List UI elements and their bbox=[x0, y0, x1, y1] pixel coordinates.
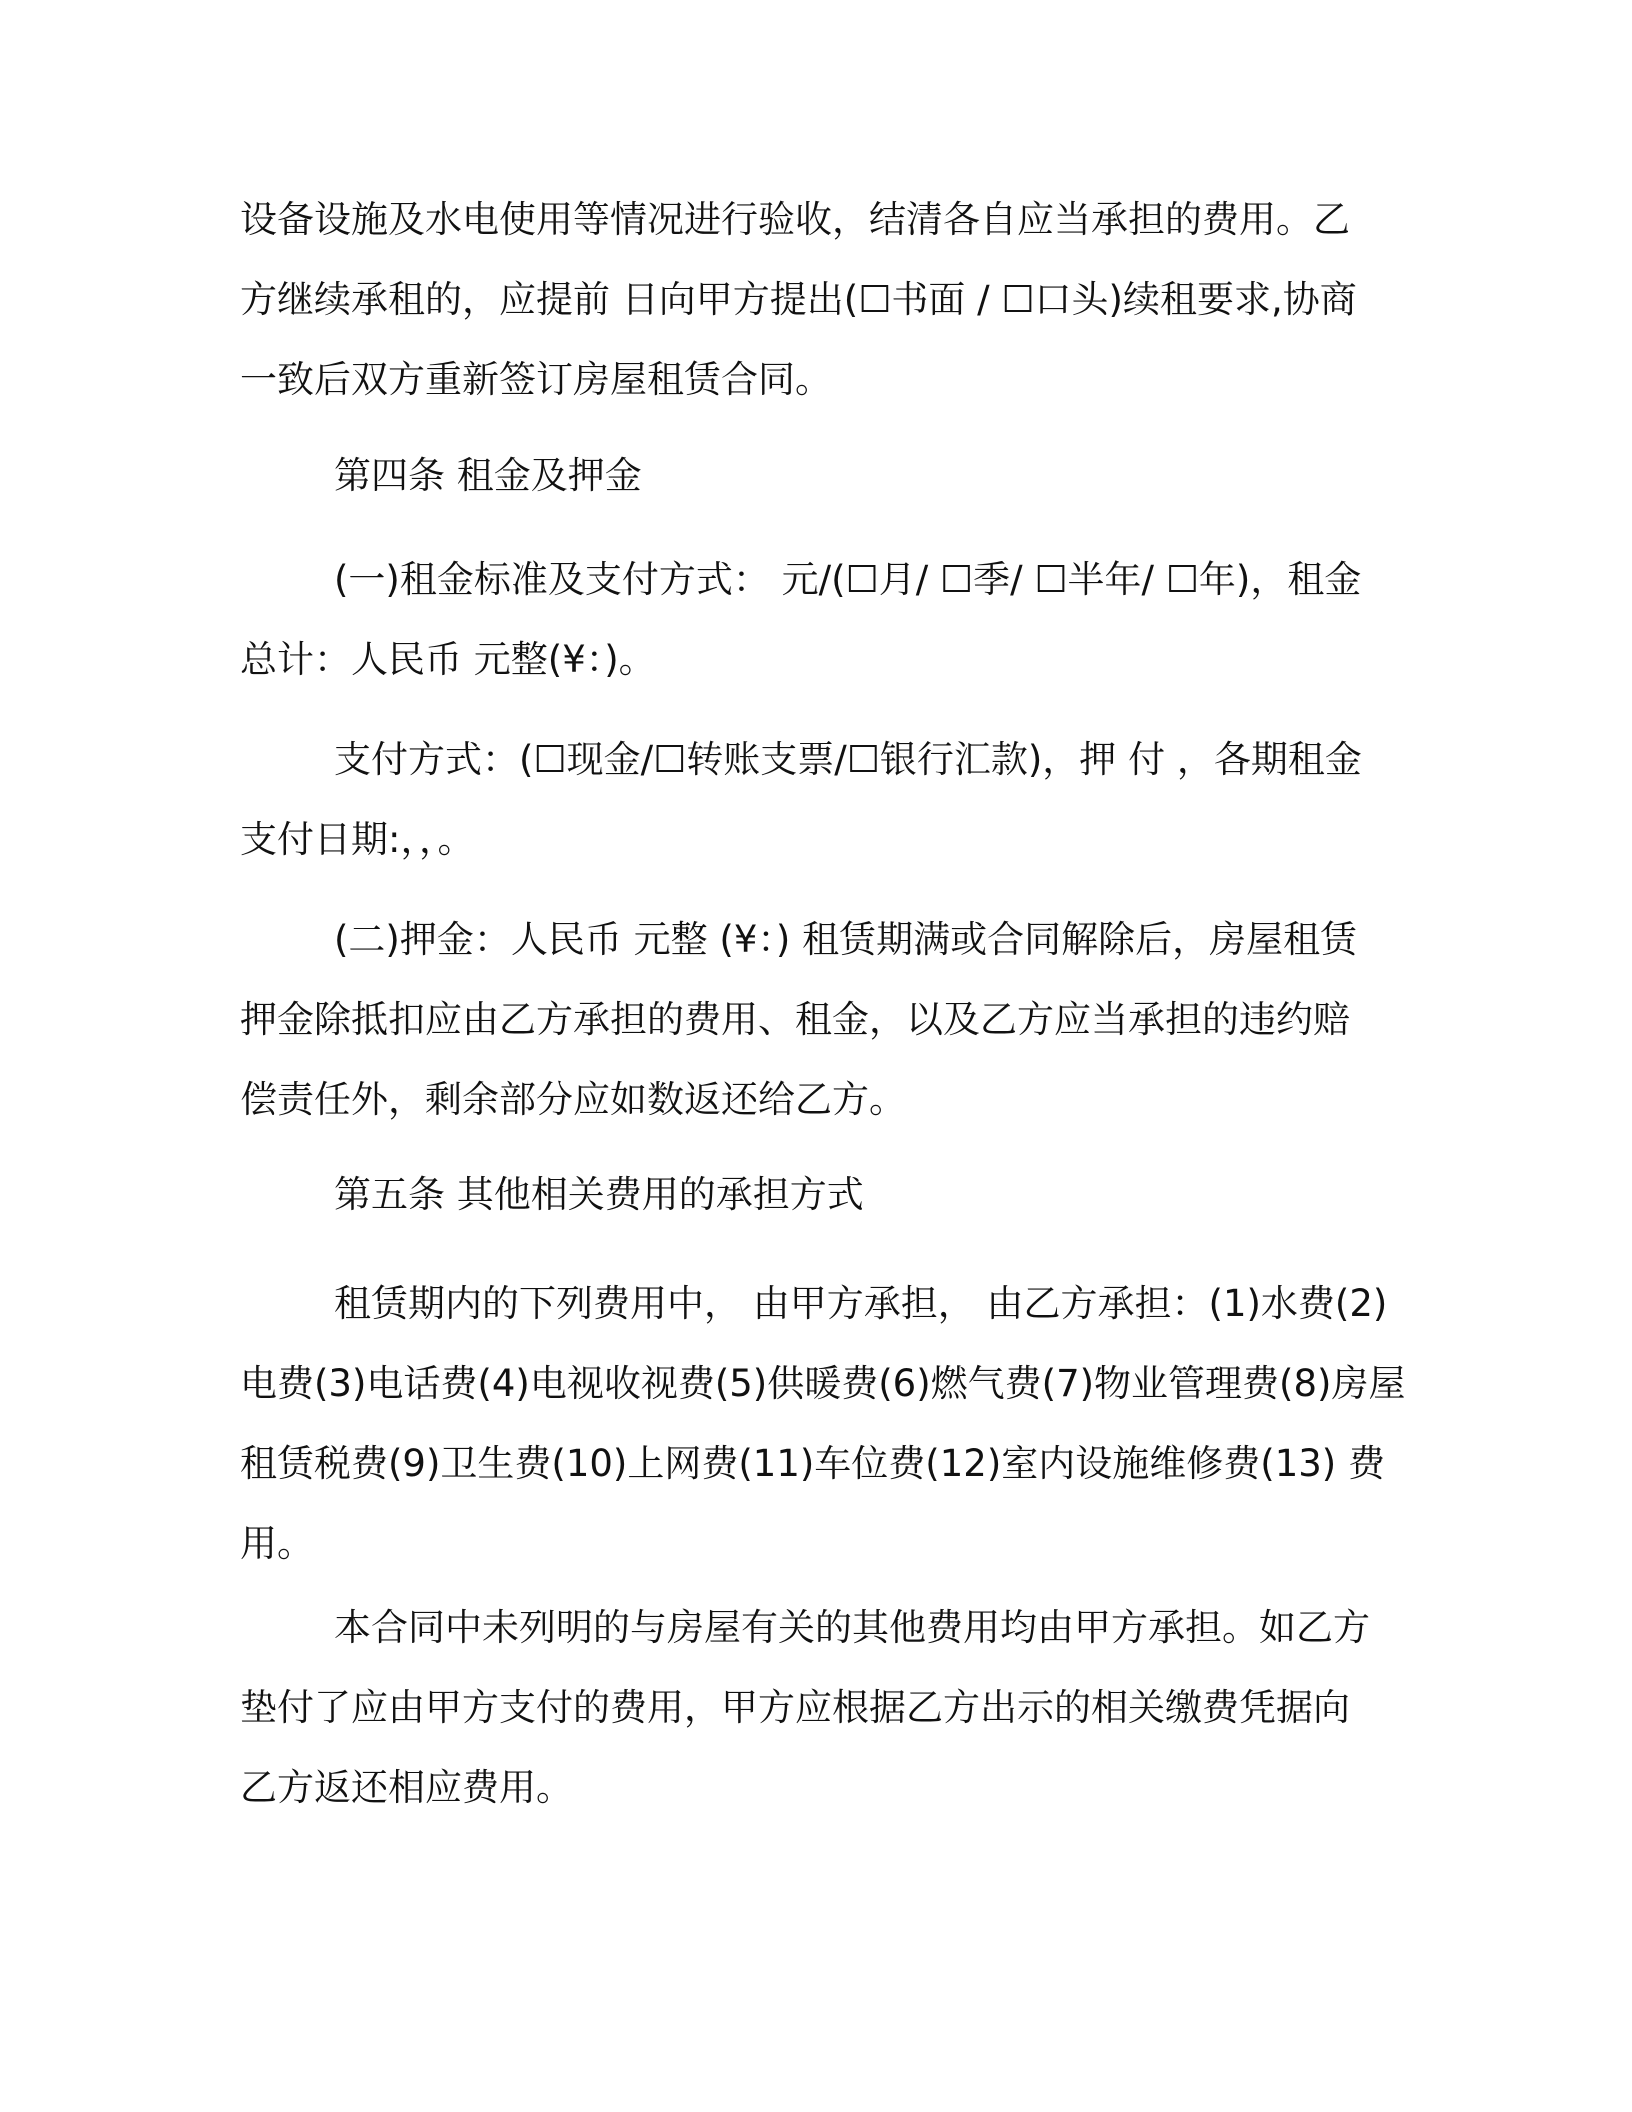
text-line: 偿责任外，剩余部分应如数返还给乙方。 bbox=[240, 1078, 906, 1121]
text-line: 租赁税费(9)卫生费(10)上网费(11)车位费(12)室内设施维修费(13) 费 bbox=[240, 1442, 1385, 1485]
text-line: 支付日期:，，。 bbox=[240, 818, 475, 861]
paragraph-deposit bbox=[240, 900, 1380, 1140]
paragraph-fees-list bbox=[240, 1264, 1406, 1584]
text-line: 本合同中未列明的与房屋有关的其他费用均由甲方承担。如乙方 bbox=[334, 1606, 1370, 1649]
text-line: 租赁期内的下列费用中， 由甲方承担， 由乙方承担：(1)水费(2) bbox=[334, 1282, 1388, 1325]
paragraph-payment-method bbox=[240, 720, 1380, 880]
paragraph-rent-standard bbox=[240, 540, 1380, 700]
section-heading-5 bbox=[240, 1155, 1380, 1235]
heading-text: 第五条 其他相关费用的承担方式 bbox=[334, 1173, 864, 1216]
section-heading-4 bbox=[240, 436, 1380, 516]
text-line: 一致后双方重新签订房屋租赁合同。 bbox=[240, 358, 832, 401]
text-line: 电费(3)电话费(4)电视收视费(5)供暖费(6)燃气费(7)物业管理费(8)房屋 bbox=[240, 1362, 1406, 1405]
heading-text: 第四条 租金及押金 bbox=[334, 454, 642, 497]
text-line: 用。 bbox=[240, 1522, 314, 1565]
text-line: 设备设施及水电使用等情况进行验收，结清各自应当承担的费用。乙 bbox=[240, 198, 1350, 241]
text-line: 押金除抵扣应由乙方承担的费用、租金，以及乙方应当承担的违约赔 bbox=[240, 998, 1350, 1041]
text-line: (一)租金标准及支付方式： 元/(☐月/ ☐季/ ☐半年/ ☐年)，租金 bbox=[334, 558, 1362, 601]
text-line: 支付方式：(☐现金/☐转账支票/☐银行汇款)，押 付 ，各期租金 bbox=[334, 738, 1362, 781]
paragraph-renewal bbox=[240, 180, 1380, 420]
text-line: (二)押金：人民币 元整 (¥：) 租赁期满或合同解除后，房屋租赁 bbox=[334, 918, 1358, 961]
text-line: 总计：人民币 元整(¥：)。 bbox=[240, 638, 656, 681]
text-line: 方继续承租的，应提前 日向甲方提出(☐书面 / ☐口头)续租要求,协商 bbox=[240, 278, 1357, 321]
text-line: 垫付了应由甲方支付的费用，甲方应根据乙方出示的相关缴费凭据向 bbox=[240, 1686, 1350, 1729]
text-line: 乙方返还相应费用。 bbox=[240, 1766, 573, 1809]
paragraph-other-fees bbox=[240, 1588, 1380, 1828]
